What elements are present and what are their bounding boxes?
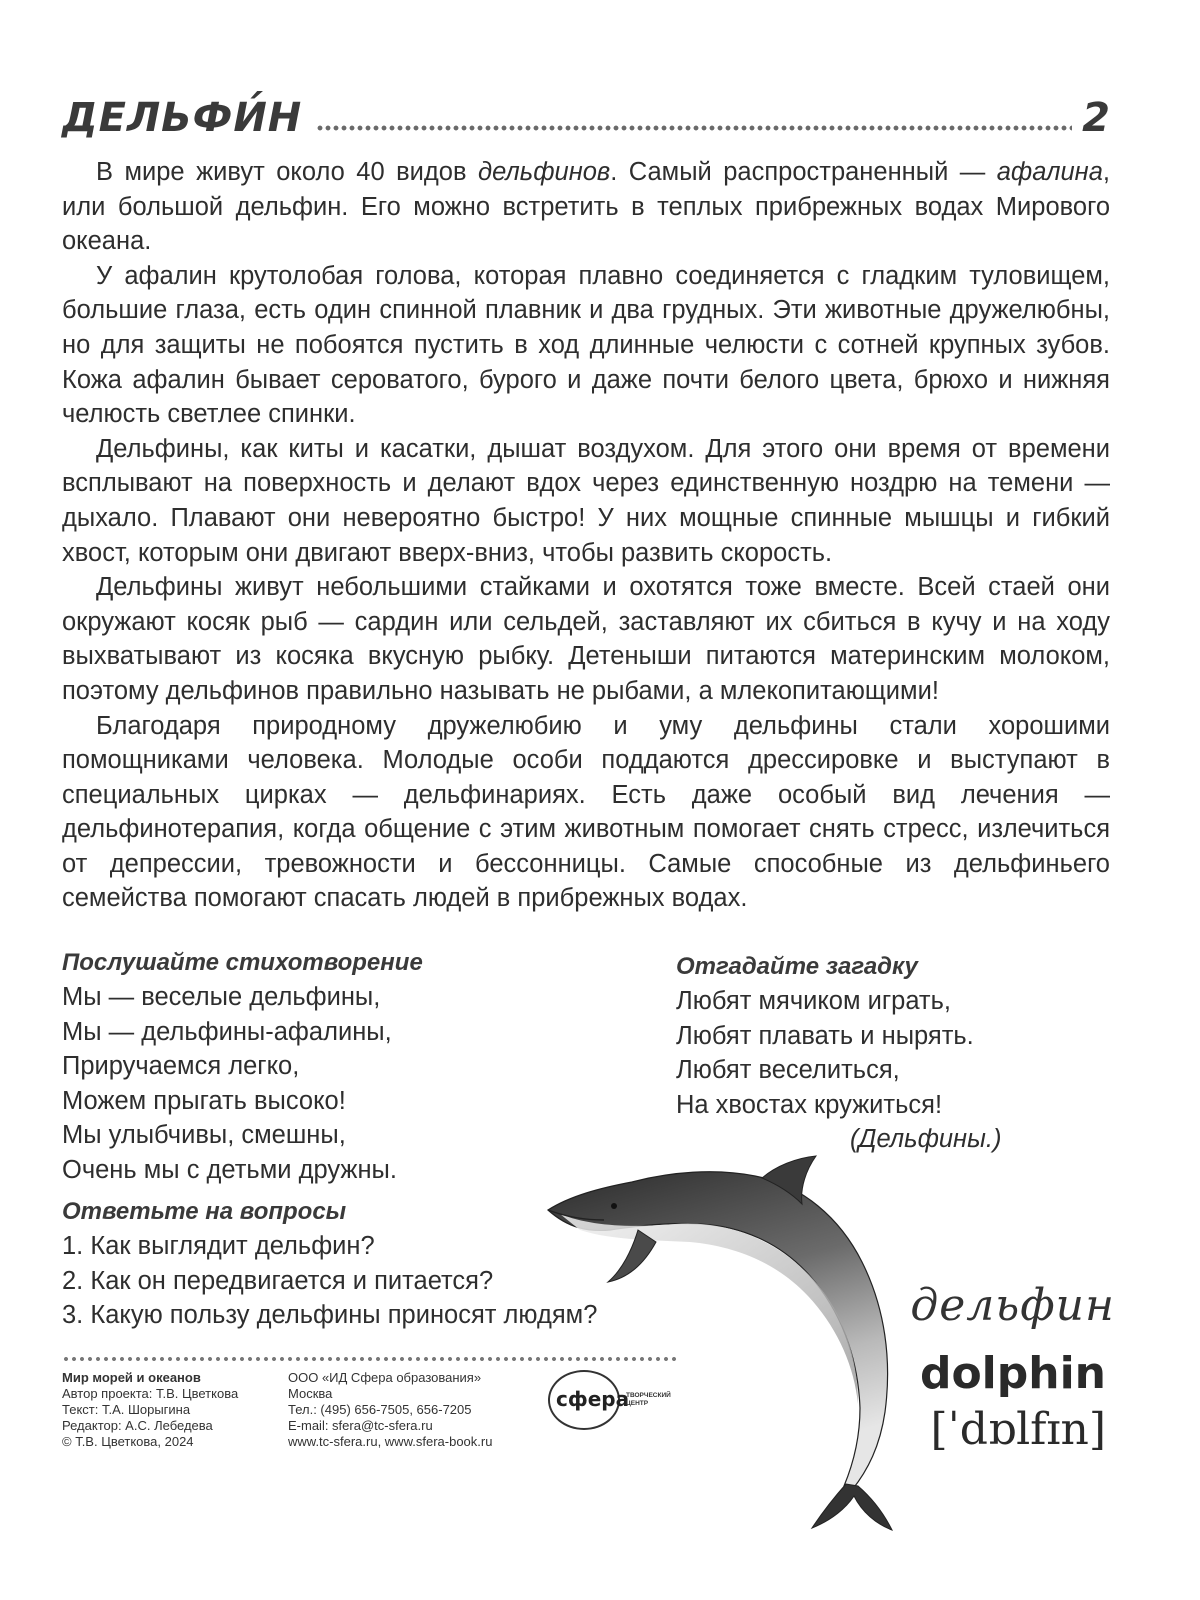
- dotted-leader: [316, 124, 1072, 132]
- publisher-city: Москва: [288, 1386, 333, 1401]
- publisher-phone: Тел.: (495) 656-7505, 656-7205: [288, 1402, 472, 1417]
- publisher-email: E-mail: sfera@tc-sfera.ru: [288, 1418, 433, 1433]
- imprint-credits: [62, 1370, 282, 1450]
- poem-line: Мы — дельфины-афалины,: [62, 1017, 392, 1046]
- article-paragraph-1: В мире живут около 40 видов дельфинов. Самый распространенный — афалина, или большой дельфин. Его можно встретить в теплых прибрежных водах Мирового океана.: [62, 158, 1110, 256]
- text-author-line: Текст: Т.А. Шорыгина: [62, 1402, 191, 1417]
- question-item: 1. Как выглядит дельфин?: [62, 1232, 375, 1260]
- poem-line: Мы — веселые дельфины,: [62, 983, 381, 1011]
- publisher-sites: www.tc-sfera.ru, www.sfera-book.ru: [288, 1434, 493, 1449]
- riddle-section: [676, 950, 1096, 1157]
- riddle-line: Любят веселиться,: [676, 1056, 900, 1085]
- riddle-line: Любят мячиком играть,: [676, 987, 951, 1015]
- editor-line: Редактор: А.С. Лебедева: [62, 1418, 213, 1433]
- riddle-answer: (Дельфины.): [850, 1125, 1002, 1154]
- logo-word: сфера: [556, 1387, 630, 1411]
- question-item: 3. Какую пользу дельфины приносят людям?: [62, 1301, 598, 1330]
- poem-line: Можем прыгать высоко!: [62, 1086, 346, 1115]
- page-title: ДЕЛЬФИ́Н: [62, 95, 303, 141]
- dotted-divider: [62, 1356, 680, 1362]
- page-number: 2: [1082, 95, 1110, 141]
- article-paragraph-2: У афалин крутолобая голова, которая плавно соединяется с гладким туловищем, большие глаза, есть один спинной плавник и два грудных. Эти животные дружелюбны, но для защиты не побоятся пустить в ход длинные челюсти с сотней крупных зубов. Кожа афалин бывает сероватого, бурого и даже почти белого цвета, брюхо и нижняя челюсть светлее спинки.: [62, 261, 1110, 429]
- imprint-publisher: [288, 1370, 548, 1450]
- article-paragraph-4: Дельфины живут небольшими стайками и охотятся тоже вместе. Всей стаей они окружают косяк рыб — сардин или сельдей, заставляют их сбиться в кучу и на ходу выхватывают из косяка вкусную рыбку. Детеныши питаются материнским молоком, поэтому дельфинов правильно называть не рыбами, а млекопитающими!: [62, 573, 1110, 705]
- poem-line: Очень мы с детьми дружны.: [62, 1155, 397, 1184]
- word-english: dolphin: [919, 1348, 1106, 1399]
- sfera-logo: [548, 1370, 688, 1430]
- riddle-line: Любят плавать и нырять.: [676, 1021, 974, 1050]
- article: [62, 155, 1110, 916]
- article-paragraph-3: Дельфины, как киты и касатки, дышат воздухом. Для этого они время от времени всплывают на поверхность и делают вдох через единственную ноздрю на темени — дыхало. Плавают они невероятно быстро! У них мощные спинные мышцы и гибкий хвост, которым они двигают вверх-вниз, чтобы развить скорость.: [62, 434, 1110, 567]
- publisher-name: ООО «ИД Сфера образования»: [288, 1370, 482, 1385]
- poem-line: Приручаемся легко,: [62, 1052, 300, 1081]
- poem-heading: Послушайте стихотворение: [62, 949, 423, 976]
- article-paragraph-5: Благодаря природному дружелюбию и уму дельфины стали хорошими помощниками человека. Молодые особи поддаются дрессировке и выступают в специальных цирках — дельфинариях. Есть даже особый вид лечения — дельфинотерапия, когда общение с этим животным помогает снять стресс, излечиться от депрессии, тревожности и бессонницы. Самые способные из дельфиньего семейства помогают спасать людей в прибрежных водах.: [62, 711, 1110, 913]
- poem-line: Мы улыбчивы, смешны,: [62, 1121, 346, 1150]
- question-item: 2. Как он передвигается и питается?: [62, 1266, 494, 1295]
- header: [62, 78, 1110, 141]
- questions-heading: Ответьте на вопросы: [62, 1198, 347, 1225]
- word-transcription: [ˈdɒlfɪn]: [930, 1404, 1106, 1455]
- riddle-line: На хвостах кружиться!: [676, 1090, 943, 1119]
- word-cursive: дельфин: [910, 1280, 1115, 1331]
- poem-section: [62, 946, 622, 1188]
- copyright-line: © Т.В. Цветкова, 2024: [62, 1434, 194, 1449]
- riddle-heading: Отгадайте загадку: [676, 953, 918, 980]
- dolphin-illustration: [540, 1150, 930, 1535]
- series-title: Мир морей и океанов: [62, 1370, 201, 1385]
- author-line: Автор проекта: Т.В. Цветкова: [62, 1386, 239, 1401]
- logo-tagline: ТВОРЧЕСКИЙ ЦЕНТР: [626, 1392, 671, 1407]
